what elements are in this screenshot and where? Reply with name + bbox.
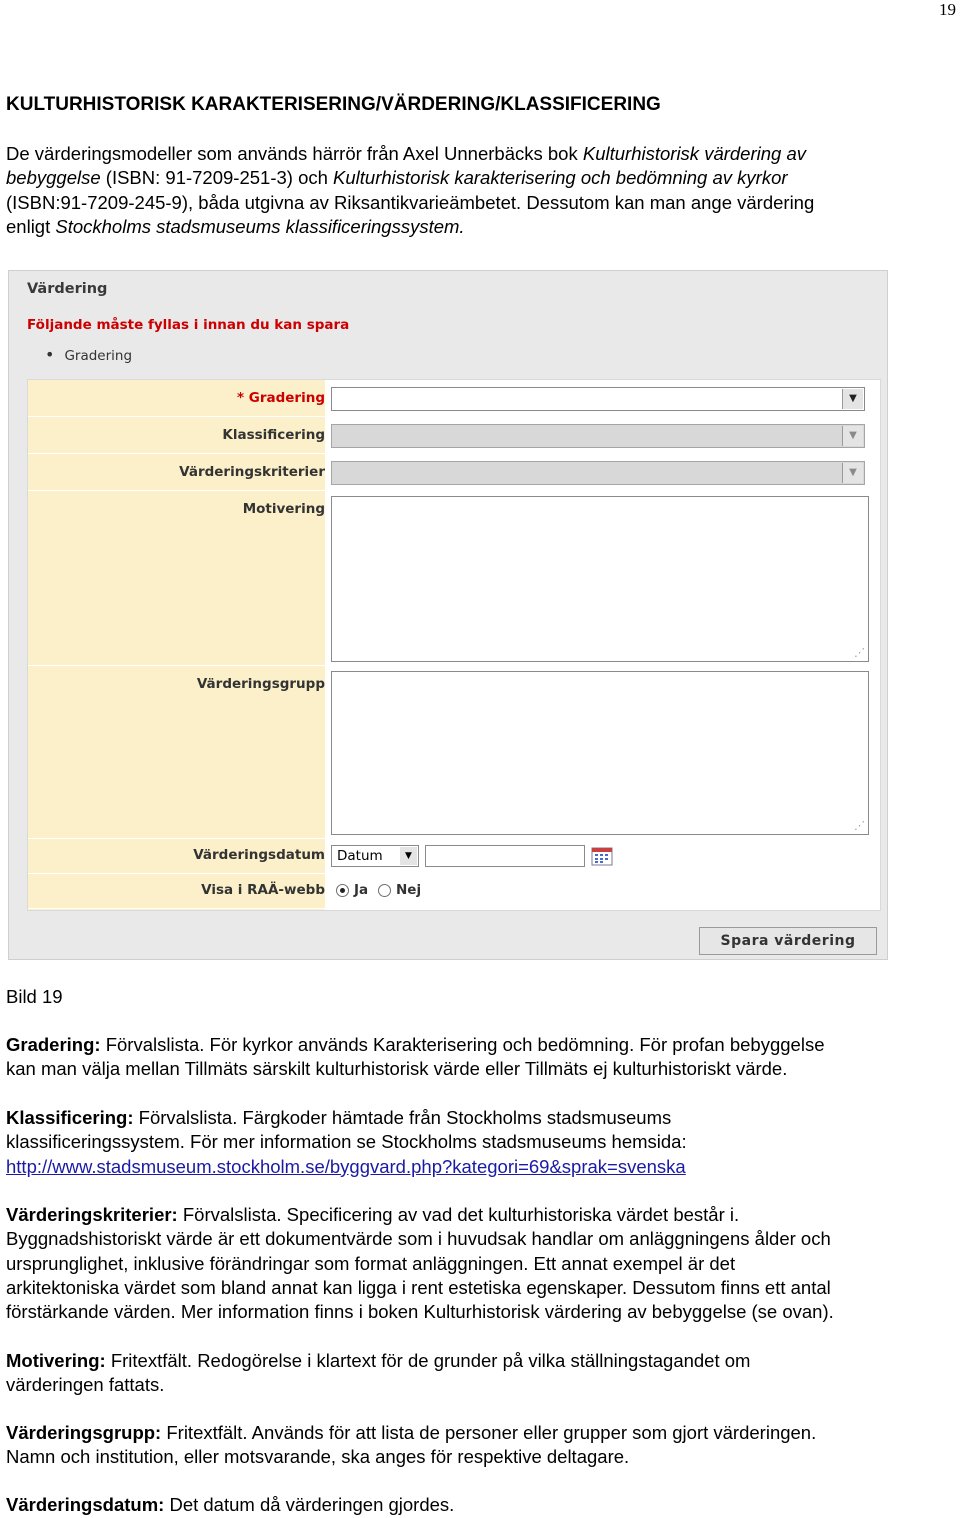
radio-no[interactable]	[378, 884, 391, 897]
kriterier-label: Värderingskriterier	[179, 464, 325, 480]
page-number: 19	[939, 0, 956, 19]
gradering-label: * Gradering	[237, 390, 325, 406]
kriterier-description: Värderingskriterier: Förvalslista. Specificering av vad det kulturhistoriska värdet består i. Byggnadshistoriskt värde är ett dokumentvärde som i huvudsak handlar om anläggningens ålder och ursprunglighet, inklusive förändringar som format anläggningen. Ett annat exempel är det arkitektoniska värdet som bland annat kan ligga i rent estetiska egenskaper. Dessutom finns ett antal förstärkande värden. Mer information finns i boken Kulturhistorisk värdering av bebyggelse (se ovan).	[6, 1204, 834, 1323]
klassificering-label: Klassificering	[222, 427, 325, 443]
chevron-down-icon: ▼	[842, 426, 863, 446]
grupp-label: Värderingsgrupp	[196, 676, 325, 692]
klassificering-description: Klassificering: Förvalslista. Färgkoder hämtade från Stockholms stadsmuseums klassificeringssystem. För mer information se Stockholms stadsmuseums hemsida: http://www.stadsmuseum.stockholm.se/byggvard.php?kategori=69&sprak=svenska	[6, 1107, 687, 1177]
chevron-down-icon: ▼	[400, 847, 417, 865]
radio-no-label: Nej	[396, 882, 422, 898]
chevron-down-icon: ▼	[842, 389, 863, 409]
calendar-icon[interactable]	[591, 846, 613, 866]
motivering-label: Motivering	[242, 501, 325, 517]
grupp-textarea[interactable]	[331, 671, 869, 835]
resize-grip-icon[interactable]: ⋰	[854, 646, 865, 659]
row-grupp	[28, 666, 880, 839]
radio-yes-label: Ja	[354, 882, 369, 898]
gradering-description: Gradering: Förvalslista. För kyrkor används Karakterisering och bedömning. För profan bebyggelse kan man välja mellan Tillmäts särskilt kulturhistorisk värde eller Tillmäts ej kulturhistoriskt värde.	[6, 1034, 825, 1080]
grupp-description: Värderingsgrupp: Fritextfält. Används för att lista de personer eller grupper som gjort värderingen. Namn och institution, eller motsvarande, ska anges för respektive deltagare.	[6, 1422, 817, 1468]
gradering-select[interactable]	[331, 387, 865, 411]
stadsmuseum-link[interactable]: http://www.stadsmuseum.stockholm.se/byggvard.php?kategori=69&sprak=svenska	[6, 1155, 686, 1177]
section-heading: KULTURHISTORISK KARAKTERISERING/VÄRDERING/KLASSIFICERING	[6, 94, 661, 115]
row-visa	[28, 874, 880, 909]
kriterier-select[interactable]	[331, 461, 865, 485]
chevron-down-icon: ▼	[842, 463, 863, 483]
save-button[interactable]: Spara värdering	[699, 927, 877, 955]
motivering-description: Motivering: Fritextfält. Redogörelse i klartext för de grunder på vilka ställningstagandet om värderingen fattats.	[6, 1350, 751, 1396]
form-screenshot	[8, 270, 888, 960]
radio-yes[interactable]	[336, 884, 349, 897]
datum-label: Värderingsdatum	[193, 847, 325, 863]
validation-item: • Gradering	[45, 345, 132, 364]
valuation-form	[27, 379, 881, 911]
row-motivering	[28, 491, 880, 666]
figure-caption: Bild 19	[6, 986, 63, 1007]
date-input[interactable]	[425, 845, 585, 867]
resize-grip-icon[interactable]: ⋰	[854, 819, 865, 832]
date-type-value: Datum	[337, 848, 383, 864]
visa-label: Visa i RAÄ-webb	[201, 882, 325, 898]
intro-paragraph: De värderingsmodeller som används härrör från Axel Unnerbäcks bok Kulturhistorisk värdering av bebyggelse (ISBN: 91-7209-251-3) och Kulturhistorisk karakterisering och bedömning av kyrkor (ISBN:91-7209-245-9), båda utgivna av Riksantikvarieämbetet. Dessutom kan man ange värdering enligt Stockholms stadsmuseums klassificeringssystem.	[6, 143, 815, 237]
validation-warning: Följande måste fyllas i innan du kan spara	[27, 317, 350, 333]
datum-description: Värderingsdatum: Det datum då värderingen gjordes.	[6, 1494, 455, 1515]
motivering-textarea[interactable]	[331, 496, 869, 662]
row-kriterier	[28, 454, 880, 491]
form-title: Värdering	[27, 281, 108, 297]
row-datum	[28, 839, 880, 874]
row-gradering	[28, 380, 880, 417]
klassificering-select[interactable]	[331, 424, 865, 448]
row-klassificering	[28, 417, 880, 454]
date-type-select[interactable]	[331, 845, 419, 867]
